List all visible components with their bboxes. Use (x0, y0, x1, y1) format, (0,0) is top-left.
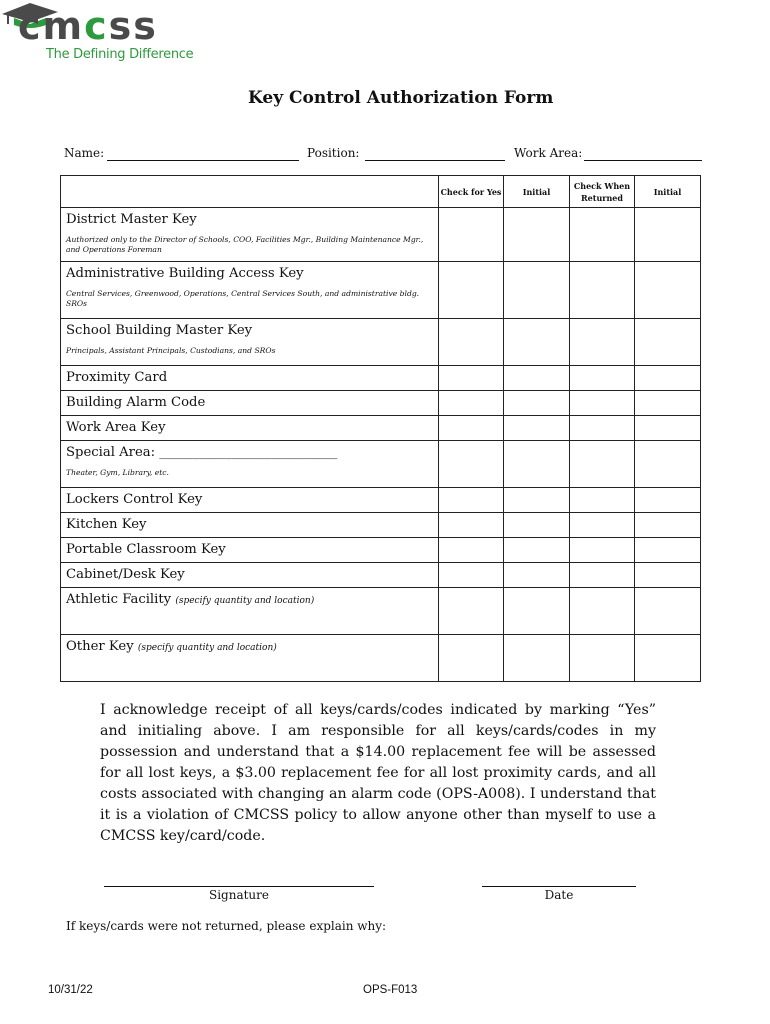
acknowledgement-text: I acknowledge receipt of all keys/cards/codes indicated by marking “Yes” and initialing above. I am responsible for all keys/cards/codes in my possession and understand that a $14.00 replacement fee will be assessed for all lost keys, a $3.00 replacement fee for all lost proximity cards, and all costs associated with changing an alarm code (OPS-A008). I understand that it is a violation of CMCSS policy to allow anyone other than myself to use a CMCSS key/card/code. (100, 702, 656, 844)
key-label: School Building Master Key (66, 323, 253, 338)
work-area-field[interactable] (584, 160, 702, 161)
key-label: District Master Key (66, 212, 197, 227)
initial-cell[interactable] (504, 441, 570, 488)
key-label: Portable Classroom Key (66, 542, 226, 557)
initial-returned-cell[interactable] (635, 416, 701, 441)
key-description: Authorized only to the Director of Schools, COO, Facilities Mgr., Building Maintenance Mgr., and Operations Foreman (66, 235, 424, 254)
check-returned-cell[interactable] (570, 588, 635, 635)
table-row (61, 208, 701, 262)
position-label: Position: (307, 146, 360, 160)
check-returned-cell[interactable] (570, 319, 635, 366)
initial-returned-cell[interactable] (635, 635, 701, 682)
initial-cell[interactable] (504, 366, 570, 391)
explain-prompt: If keys/cards were not returned, please explain why: (66, 919, 387, 933)
logo-wordmark-text: cmcss (18, 4, 158, 48)
key-description: Principals, Assistant Principals, Custodians, and SROs (66, 346, 276, 355)
initial-cell[interactable] (504, 513, 570, 538)
check-yes-cell[interactable] (439, 208, 504, 262)
signature-label: Signature (208, 888, 269, 902)
initial-returned-cell[interactable] (635, 563, 701, 588)
table-row (61, 488, 701, 513)
initial-returned-cell[interactable] (635, 488, 701, 513)
initial-cell[interactable] (504, 563, 570, 588)
name-label: Name: (64, 146, 105, 160)
footer-date: 10/31/22 (48, 984, 93, 996)
table-row (61, 563, 701, 588)
initial-returned-cell[interactable] (635, 319, 701, 366)
header-check-when-returned: Check When Returned (570, 176, 635, 208)
key-label: Special Area: ___________________________ (66, 445, 338, 460)
check-returned-cell[interactable] (570, 635, 635, 682)
check-yes-cell[interactable] (439, 563, 504, 588)
key-cell (61, 538, 439, 563)
key-label: Lockers Control Key (66, 492, 203, 507)
key-note: (specify quantity and location) (175, 596, 315, 606)
key-label: Administrative Building Access Key (66, 266, 304, 281)
check-returned-cell[interactable] (570, 488, 635, 513)
table-row (61, 262, 701, 319)
key-cell (61, 319, 439, 366)
key-blank-line[interactable]: ___________________________________________ (66, 666, 303, 678)
header-initial: Initial (504, 176, 570, 208)
date-field[interactable] (482, 886, 636, 887)
key-cell (61, 262, 439, 319)
initial-cell[interactable] (504, 391, 570, 416)
key-cell (61, 488, 439, 513)
check-yes-cell[interactable] (439, 538, 504, 563)
check-yes-cell[interactable] (439, 635, 504, 682)
key-label: Athletic Facility (66, 592, 172, 607)
key-label: Building Alarm Code (66, 395, 206, 410)
footer-form-code: OPS-F013 (363, 984, 418, 996)
key-label: Other Key (66, 639, 134, 654)
initial-returned-cell[interactable] (635, 513, 701, 538)
check-yes-cell[interactable] (439, 366, 504, 391)
initial-returned-cell[interactable] (635, 366, 701, 391)
logo-tagline: The Defining Difference (46, 47, 194, 62)
header-key (61, 176, 439, 208)
key-description: Theater, Gym, Library, etc. (66, 468, 169, 477)
initial-cell[interactable] (504, 208, 570, 262)
date-label: Date (544, 888, 574, 902)
initial-returned-cell[interactable] (635, 538, 701, 563)
check-yes-cell[interactable] (439, 262, 504, 319)
key-description: Central Services, Greenwood, Operations, Central Services South, and administrative bldg. SROs (66, 289, 420, 308)
initial-cell[interactable] (504, 588, 570, 635)
table-row (61, 441, 701, 488)
table-row (61, 319, 701, 366)
check-yes-cell[interactable] (439, 488, 504, 513)
key-cell (61, 208, 439, 262)
table-row (61, 513, 701, 538)
check-yes-cell[interactable] (439, 416, 504, 441)
name-field[interactable] (107, 160, 299, 161)
table-row (61, 391, 701, 416)
initial-cell[interactable] (504, 319, 570, 366)
key-cell (61, 563, 439, 588)
initial-cell[interactable] (504, 416, 570, 441)
check-returned-cell[interactable] (570, 391, 635, 416)
key-cell (61, 391, 439, 416)
check-yes-cell[interactable] (439, 319, 504, 366)
check-returned-cell[interactable] (570, 262, 635, 319)
signature-field[interactable] (104, 886, 374, 887)
initial-cell[interactable] (504, 262, 570, 319)
initial-returned-cell[interactable] (635, 588, 701, 635)
check-returned-cell[interactable] (570, 366, 635, 391)
check-returned-cell[interactable] (570, 513, 635, 538)
key-cell (61, 441, 439, 488)
key-cell (61, 588, 439, 635)
key-label: Proximity Card (66, 370, 168, 385)
check-returned-cell[interactable] (570, 563, 635, 588)
check-returned-cell[interactable] (570, 416, 635, 441)
key-cell (61, 416, 439, 441)
initial-returned-cell[interactable] (635, 208, 701, 262)
position-field[interactable] (365, 160, 505, 161)
table-header-row (61, 176, 701, 208)
key-table (60, 175, 701, 682)
key-cell (61, 366, 439, 391)
check-yes-cell[interactable] (439, 391, 504, 416)
initial-cell[interactable] (504, 538, 570, 563)
table-row (61, 635, 701, 682)
check-returned-cell[interactable] (570, 538, 635, 563)
work-area-label: Work Area: (514, 146, 583, 160)
check-yes-cell[interactable] (439, 513, 504, 538)
key-cell (61, 635, 439, 682)
table-row (61, 538, 701, 563)
form-title: Key Control Authorization Form (248, 88, 554, 108)
table-row (61, 366, 701, 391)
initial-returned-cell[interactable] (635, 391, 701, 416)
initial-returned-cell[interactable] (635, 262, 701, 319)
key-label: Kitchen Key (66, 517, 147, 532)
header-check-for-yes: Check for Yes (439, 176, 504, 208)
key-blank-line[interactable]: ___________________________________________ (66, 619, 303, 631)
cmcss-logo (0, 0, 194, 70)
table-row (61, 588, 701, 635)
check-yes-cell[interactable] (439, 588, 504, 635)
check-returned-cell[interactable] (570, 208, 635, 262)
key-label: Cabinet/Desk Key (66, 567, 185, 582)
key-note: (specify quantity and location) (137, 643, 277, 653)
header-initial-returned: Initial (635, 176, 701, 208)
check-yes-cell[interactable] (439, 441, 504, 488)
initial-cell[interactable] (504, 635, 570, 682)
key-cell (61, 513, 439, 538)
logo-wordmark (18, 4, 158, 48)
initial-returned-cell[interactable] (635, 441, 701, 488)
table-row (61, 416, 701, 441)
initial-cell[interactable] (504, 488, 570, 513)
key-label: Work Area Key (66, 420, 166, 435)
check-returned-cell[interactable] (570, 441, 635, 488)
